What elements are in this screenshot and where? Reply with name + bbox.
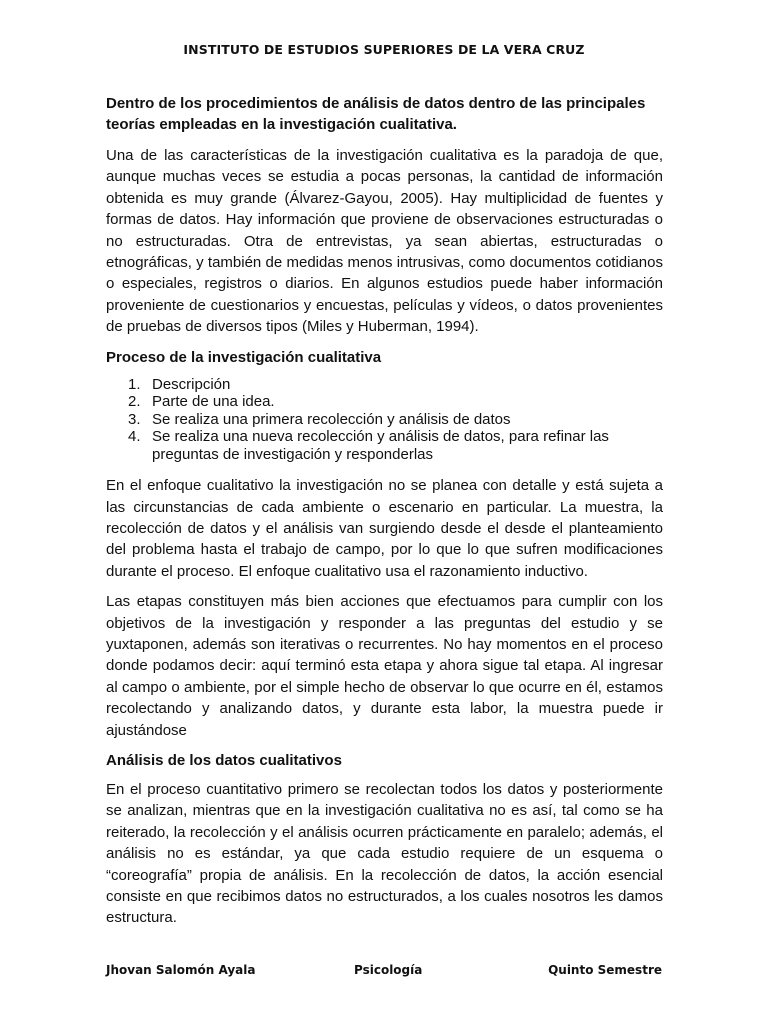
list-item (106, 376, 663, 394)
list-item-number: 2. (128, 393, 141, 411)
section-heading: Análisis de los datos cualitativos (106, 752, 342, 770)
document-title: Dentro de los procedimientos de análisis de datos dentro de las principales teorías empleadas en la investigación cualitativa. (106, 95, 646, 133)
document-body (106, 93, 663, 938)
list-item-number: 4. (128, 428, 141, 446)
footer-author: Jhovan Salomón Ayala (106, 963, 256, 977)
list-item-number: 1. (128, 375, 141, 393)
footer-semester: Quinto Semestre (548, 963, 662, 977)
paragraph: En el enfoque cualitativo la investigación no se planea con detalle y está sujeta a las circunstancias de cada ambiente o escenario en particular. La muestra, la recolección de datos y el análisis van surgiendo desde el desde el planteamiento del problema hasta el trabajo de campo, por lo que lo que sufren modificaciones durante el proceso. El enfoque cualitativo usa el razonamiento inductivo. (106, 477, 663, 580)
institution-header: INSTITUTO DE ESTUDIOS SUPERIORES DE LA VERA CRUZ (183, 42, 585, 57)
list-item-text: Se realiza una primera recolección y análisis de datos (152, 410, 511, 428)
process-list (106, 376, 663, 464)
list-item-text: Parte de una idea. (152, 393, 275, 411)
section-heading: Proceso de la investigación cualitativa (106, 348, 382, 366)
paragraph: En el proceso cuantitativo primero se recolectan todos los datos y posteriormente se analizan, mientras que en la investigación cualitativa no es así, tal como se ha reiterado, la recolección y el análisis ocurren prácticamente en paralelo; además, el análisis no es estándar, ya que cada estudio requiere de un esquema o “coreografía” propia de análisis. En la recolección de datos, la acción esencial consiste en que recibimos datos no estructurados, a los cuales nosotros les damos estructura. (106, 781, 663, 927)
paragraph: Las etapas constituyen más bien acciones que efectuamos para cumplir con los objetivos de la investigación y responder a las preguntas del estudio y se yuxtaponen, además son iterativas o recurrentes. No hay momentos en el proceso donde podamos decir: aquí terminó esta etapa y ahora sigue tal etapa. Al ingresar al campo o ambiente, por el simple hecho de observar lo que ocurre en él, estamos recolectando y analizando datos, y durante esta labor, la muestra puede ir ajustándose (106, 593, 663, 739)
list-item (106, 411, 663, 429)
list-item-number: 3. (128, 410, 141, 428)
list-item-text: Descripción (152, 375, 231, 393)
footer-subject: Psicología (354, 963, 423, 977)
paragraph: Una de las características de la investigación cualitativa es la paradoja de que, aunque muchas veces se estudia a pocas personas, la cantidad de información obtenida es muy grande (Álvarez-Gayou, 2005). Hay multiplicidad de fuentes y formas de datos. Hay información que proviene de observaciones estructuradas o no estructuradas. Otra de entrevistas, ya sean abiertas, estructuradas o etnográficas, y también de medidas menos intrusivas, como documentos cotidianos o especiales, registros o diarios. En algunos estudios puede haber información proveniente de cuestionarios y encuestas, películas y vídeos, o datos provenientes de pruebas de diversos tipos (Miles y Huberman, 1994). (106, 147, 663, 336)
list-item-text: Se realiza una nueva recolección y análisis de datos, para refinar las preguntas de investigación y responderlas (152, 428, 609, 463)
list-item (106, 428, 663, 463)
list-item (106, 393, 663, 411)
